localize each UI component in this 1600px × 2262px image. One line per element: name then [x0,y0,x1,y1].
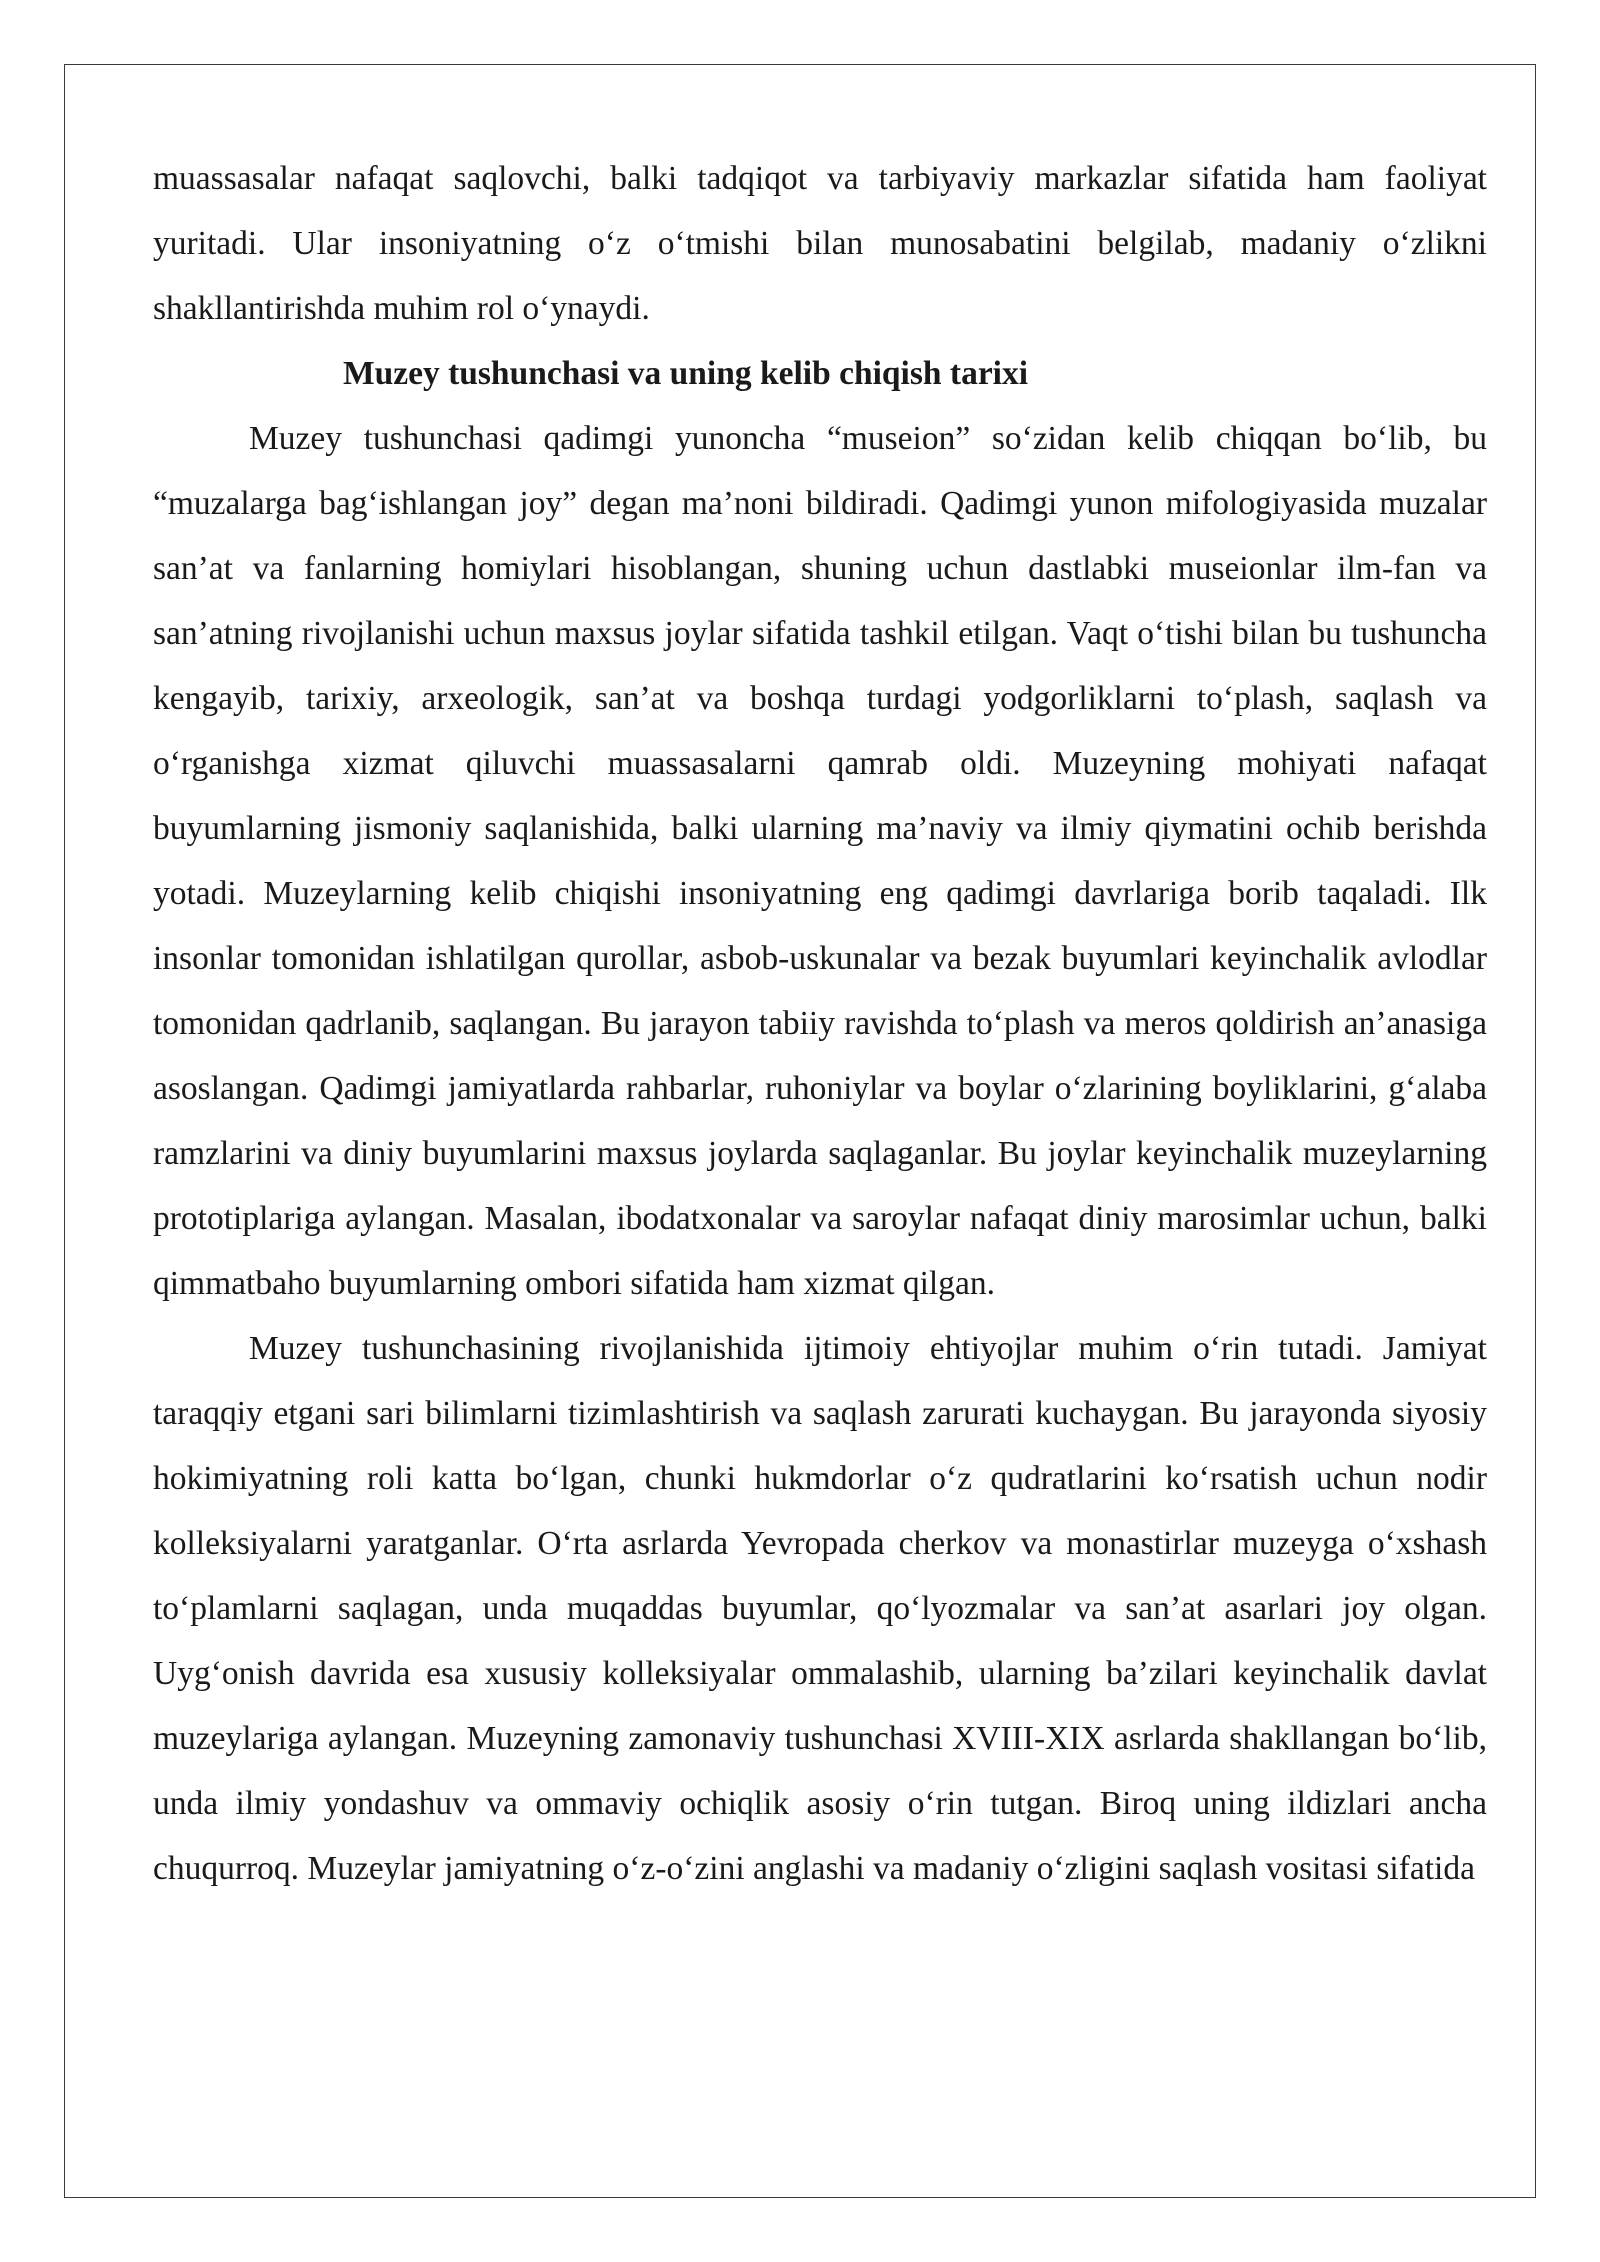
paragraph-1: Muzey tushunchasi qadimgi yunoncha “museion” soʻzidan kelib chiqqan boʻlib, bu “muzalarga bagʻishlangan joy” degan ma’noni bildiradi. Qadimgi yunon mifologiyasida muzalar san’at va fanlarning homiylari hisoblangan, shuning uchun dastlabki museionlar ilm-fan va san’atning rivojlanishi uchun maxsus joylar sifatida tashkil etilgan. Vaqt oʻtishi bilan bu tushuncha kengayib, tarixiy, arxeologik, san’at va boshqa turdagi yodgorliklarni toʻplash, saqlash va oʻrganishga xizmat qiluvchi muassasalarni qamrab oldi. Muzeyning mohiyati nafaqat buyumlarning jismoniy saqlanishida, balki ularning ma’naviy va ilmiy qiymatini ochib berishda yotadi. Muzeylarning kelib chiqishi insoniyatning eng qadimgi davrlariga borib taqaladi. Ilk insonlar tomonidan ishlatilgan qurollar, asbob-uskunalar va bezak buyumlari keyinchalik avlodlar tomonidan qadrlanib, saqlangan. Bu jarayon tabiiy ravishda toʻplash va meros qoldirish an’anasiga asoslangan. Qadimgi jamiyatlarda rahbarlar, ruhoniylar va boylar oʻzlarining boyliklarini, gʻalaba ramzlarini va diniy buyumlarini maxsus joylarda saqlaganlar. Bu joylar keyinchalik muzeylarning prototiplariga aylangan. Masalan, ibodatxonalar va saroylar nafaqat diniy marosimlar uchun, balki qimmatbaho buyumlarning ombori sifatida ham xizmat qilgan. [153,420,1487,1302]
section-heading: Muzey tushunchasi va uning kelib chiqish tarixi [343,355,1029,392]
paragraph-2: Muzey tushunchasining rivojlanishida ijtimoiy ehtiyojlar muhim oʻrin tutadi. Jamiyat taraqqiy etgani sari bilimlarni tizimlashtirish va saqlash zarurati kuchaygan. Bu jarayonda siyosiy hokimiyatning roli katta boʻlgan, chunki hukmdorlar oʻz qudratlarini koʻrsatish uchun nodir kolleksiyalarni yaratganlar. Oʻrta asrlarda Yevropada cherkov va monastirlar muzeyga oʻxshash toʻplamlarni saqlagan, unda muqaddas buyumlar, qoʻlyozmalar va san’at asarlari joy olgan. Uygʻonish davrida esa xususiy kolleksiyalar ommalashib, ularning ba’zilari keyinchalik davlat muzeylariga aylangan. Muzeyning zamonaviy tushunchasi XVIII-XIX asrlarda shakllangan boʻlib, unda ilmiy yondashuv va ommaviy ochiqlik asosiy oʻrin tutgan. Biroq uning ildizlari ancha chuqurroq. Muzeylar jamiyatning oʻz-oʻzini anglashi va madaniy oʻzligini saqlash vositasi sifatida [153,1330,1487,1887]
intro-paragraph: muassasalar nafaqat saqlovchi, balki tadqiqot va tarbiyaviy markazlar sifatida ham faoliyat yuritadi. Ular insoniyatning oʻz oʻtmishi bilan munosabatini belgilab, madaniy oʻzlikni shakllantirishda muhim rol oʻynaydi. [153,160,1487,327]
document-body [153,146,1487,1901]
